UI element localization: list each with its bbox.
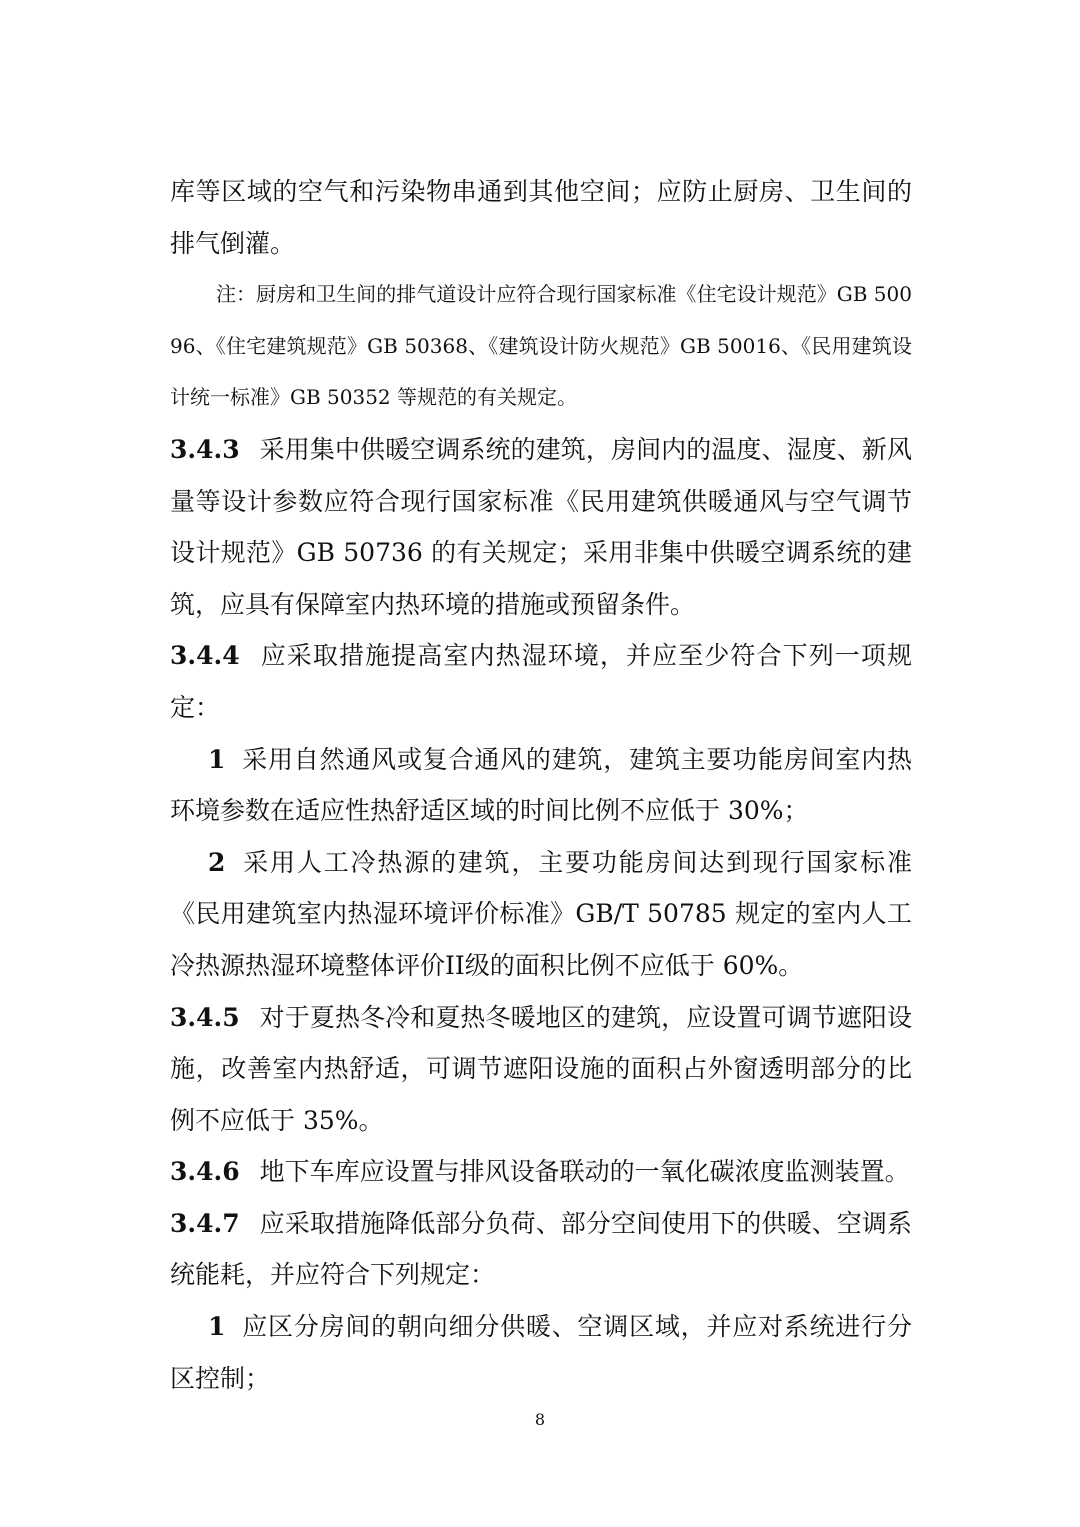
clause-text: 应采取措施提高室内热湿环境，并应至少符合下列一项规定： [170,641,912,722]
clause-number: 3.4.3 [170,434,240,464]
clause-number: 3.4.7 [170,1208,240,1238]
clause-number: 3.4.6 [170,1157,240,1187]
page-number: 8 [534,1410,546,1429]
clause-text: 采用集中供暖空调系统的建筑，房间内的温度、湿度、新风量等设计参数应符合现行国家标准《民用建筑供暖通风与空气调节设计规范》GB 50736 的有关规定；采用非集中供暖空调系统的建筑，应具有保障室内热环境的措施或预留条件。 [170,434,912,619]
clause-text: 应采取措施降低部分负荷、部分空间使用下的供暖、空调系统能耗，并应符合下列规定： [170,1208,912,1290]
clause-3-4-7 [170,1198,912,1301]
clause-3-4-3 [170,424,912,630]
page-content [170,166,912,1404]
note-text: 注：厨房和卫生间的排气道设计应符合现行国家标准《住宅设计规范》GB 50096、《住宅建筑规范》GB 50368、《建筑设计防火规范》GB 50016、《民用建筑设计统一标准》GB 50352 等规范的有关规定。 [170,282,912,410]
clause-3-4-7-item-1 [170,1301,912,1404]
note-paragraph [170,269,912,424]
item-text: 采用自然通风或复合通风的建筑，建筑主要功能房间室内热环境参数在适应性热舒适区域的时间比例不应低于 30%； [170,744,912,826]
clause-text: 对于夏热冬冷和夏热冬暖地区的建筑，应设置可调节遮阳设施，改善室内热舒适，可调节遮阳设施的面积占外窗透明部分的比例不应低于 35%。 [170,1002,912,1135]
clause-text: 地下车库应设置与排风设备联动的一氧化碳浓度监测装置。 [259,1157,910,1187]
item-number: 1 [208,744,226,774]
clause-3-4-4-item-2 [170,837,912,992]
clause-3-4-4 [170,630,912,733]
clause-number: 3.4.4 [170,641,240,671]
clause-3-4-6 [170,1146,912,1198]
clause-3-4-5 [170,992,912,1147]
clause-number: 3.4.5 [170,1002,240,1032]
paragraph-continuation [170,166,912,269]
clause-3-4-4-item-1 [170,734,912,837]
item-text: 应区分房间的朝向细分供暖、空调区域，并应对系统进行分区控制； [170,1312,912,1393]
item-text: 采用人工冷热源的建筑，主要功能房间达到现行国家标准《民用建筑室内热湿环境评价标准》GB/T 50785 规定的室内人工冷热源热湿环境整体评价II级的面积比例不应低于 60%。 [170,847,912,980]
item-number: 2 [208,847,226,877]
item-number: 1 [208,1312,226,1342]
paragraph-text: 库等区域的空气和污染物串通到其他空间；应防止厨房、卫生间的排气倒灌。 [170,177,912,258]
